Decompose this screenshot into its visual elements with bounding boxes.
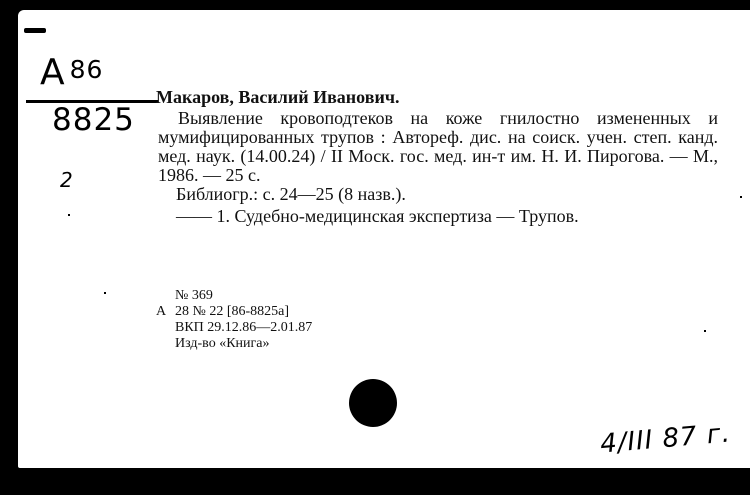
registration-number: 28 № 22 [86-8825а] bbox=[175, 304, 290, 319]
punch-hole bbox=[349, 379, 397, 427]
shelf-mark-number-bottom: 8825 bbox=[52, 102, 135, 138]
author-heading: Макаров, Василий Иванович. bbox=[156, 87, 400, 107]
shelf-mark-prefix: А bbox=[40, 52, 66, 93]
registration-prefix: А bbox=[156, 304, 167, 319]
publisher: Изд-во «Книга» bbox=[175, 336, 270, 351]
shelf-mark-top bbox=[40, 52, 103, 91]
vkp-dates: ВКП 29.12.86—2.01.87 bbox=[175, 320, 313, 335]
speck bbox=[704, 330, 706, 332]
handwritten-copy-mark: 2 bbox=[60, 168, 73, 192]
speck bbox=[104, 292, 106, 294]
card-number: № 369 bbox=[175, 288, 213, 303]
speck bbox=[68, 214, 70, 216]
shelf-mark-number-top: 86 bbox=[69, 55, 104, 84]
title-description: Выявление кровоподтеков на коже гнилостно измененных и мумифицированных трупов : Автореф. дис. на соиск. учен. степ. канд. мед. наук. (14.00.24) / II Моск. гос. мед. ин-т им. Н. И. Пирогова. — М., 1986. — 25 с. bbox=[158, 108, 718, 185]
registration-line bbox=[156, 304, 312, 320]
subject-heading: —— 1. Судебно-медицинская экспертиза — Трупов. bbox=[176, 206, 579, 226]
corner-mark bbox=[24, 28, 46, 33]
bibliography-note: Библиогр.: с. 24—25 (8 назв.). bbox=[176, 184, 406, 204]
speck bbox=[740, 196, 742, 198]
catalog-entry bbox=[156, 88, 746, 226]
technical-data bbox=[156, 288, 312, 352]
handwritten-date-note: 4/III 87 г. bbox=[598, 418, 732, 460]
